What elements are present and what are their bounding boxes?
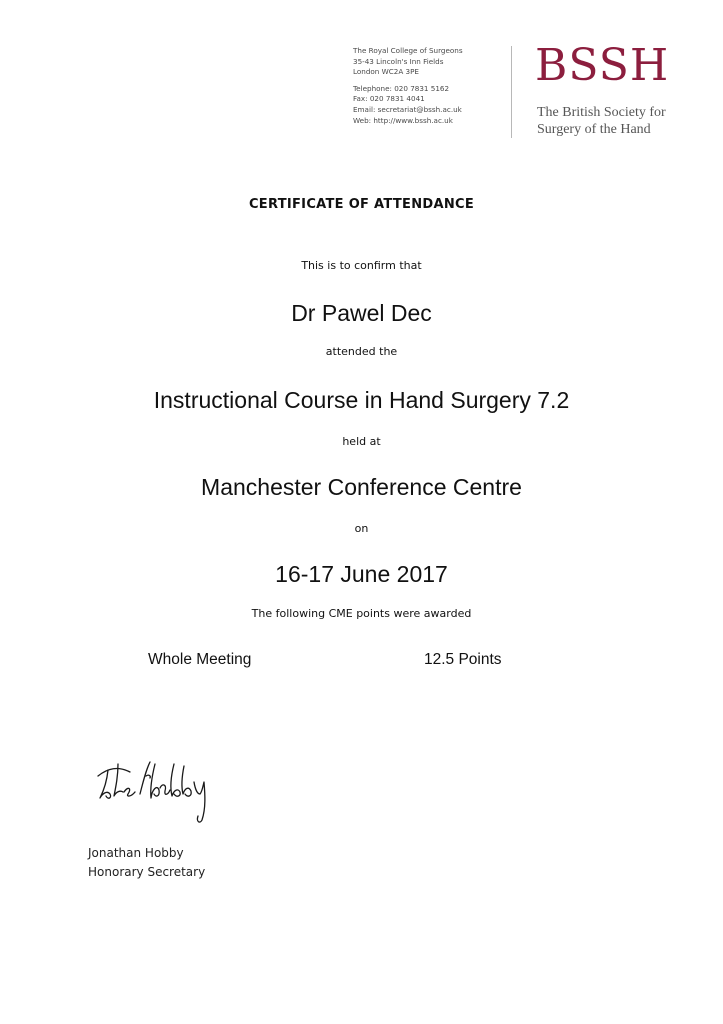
header-divider [511, 46, 512, 138]
attendee-name: Dr Pawel Dec [291, 300, 432, 326]
venue-name: Manchester Conference Centre [201, 474, 522, 500]
on-text: on [354, 522, 369, 535]
address-block [353, 46, 463, 126]
course-date: 16-17 June 2017 [275, 561, 448, 587]
signatory-role: Honorary Secretary [88, 865, 206, 879]
address-line: The Royal College of Surgeons [353, 46, 463, 55]
signatory-name: Jonathan Hobby [88, 846, 184, 860]
signatory-block [88, 844, 205, 882]
bssh-logo: BSSH [535, 40, 670, 91]
society-name [537, 104, 666, 138]
points-intro: The following CME points were awarded [251, 607, 472, 620]
address-line: London WC2A 3PE [353, 67, 419, 77]
points-label: Whole Meeting [148, 651, 252, 668]
telephone-line: Telephone: 020 7831 5162 [353, 83, 450, 93]
intro-text: This is to confirm that [301, 259, 422, 272]
email-line: Email: secretariat@bssh.ac.uk [353, 104, 462, 114]
address-line: 35-43 Lincoln's Inn Fields [353, 56, 444, 66]
fax-line: Fax: 020 7831 4041 [353, 94, 425, 104]
attended-text: attended the [325, 345, 398, 358]
points-value: 12.5 Points [424, 651, 502, 668]
web-line: Web: http://www.bssh.ac.uk [353, 115, 453, 125]
society-name-line1: The British Society for [537, 105, 666, 120]
signature-image [94, 754, 216, 826]
course-name: Instructional Course in Hand Surgery 7.2 [153, 387, 570, 413]
held-text: held at [342, 435, 381, 448]
society-name-line2: Surgery of the Hand [537, 122, 651, 137]
certificate-title: CERTIFICATE OF ATTENDANCE [248, 197, 475, 212]
